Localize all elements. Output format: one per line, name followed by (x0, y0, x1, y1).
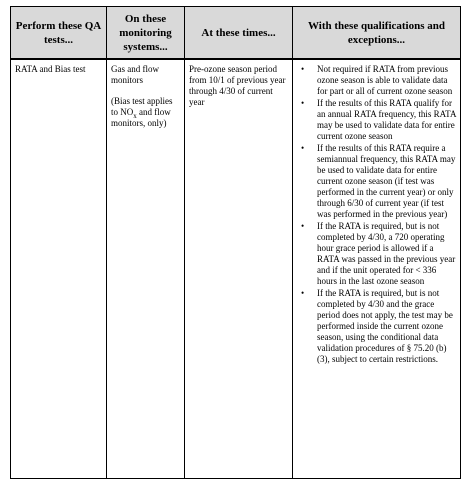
cell-tests (11, 59, 107, 479)
header-qualifications: With these qualifications and exceptions... (293, 7, 461, 60)
cell-conditions (293, 59, 461, 479)
header-monitoring-systems: On these monitoring systems... (107, 7, 185, 60)
bullet-icon: • (301, 143, 305, 153)
times-text: Pre-ozone season period from 10/1 of previous year through 4/30 of current year (189, 64, 286, 107)
conditions-list (297, 64, 456, 365)
bullet-icon: • (301, 64, 305, 74)
systems-note-subscript: x (133, 111, 137, 120)
condition-text: If the RATA is required, but is not completed by 4/30 and the grace period does not apply, the test may be performed inside the current ozone season, using the conditional data validation procedures of § 75.20 (b)(3), subject to certain restrictions. (317, 288, 453, 364)
systems-note (111, 96, 180, 129)
bullet-icon: • (301, 288, 305, 298)
condition-text: If the results of this RATA require a semiannual frequency, this RATA may be used to validate data for entire current ozone season (if test was performed in the current year) or only through 6/30 of current year (if test was performed in the previous year) (317, 143, 456, 219)
qa-test-table (10, 6, 461, 479)
header-qa-tests: Perform these QA tests... (11, 7, 107, 60)
list-item (297, 98, 456, 142)
condition-text: If the RATA is required, but is not completed by 4/30, a 720 operating hour grace period is allowed if a RATA was passed in the previous year and if the unit operated for < 336 hours in the last ozone season (317, 221, 456, 286)
systems-note-before: (Bias test applies to NO (111, 96, 173, 117)
list-item (297, 221, 456, 287)
table-row (11, 59, 461, 479)
list-item (297, 288, 456, 365)
table-header-row (11, 7, 461, 60)
condition-text: Not required if RATA from previous ozone season is able to validate data for part or all of current ozone season (317, 64, 453, 96)
systems-note-after: and flow monitors, only) (111, 107, 171, 128)
cell-systems (107, 59, 185, 479)
header-times: At these times... (185, 7, 293, 60)
cell-times (185, 59, 293, 479)
list-item (297, 64, 456, 97)
tests-text: RATA and Bias test (15, 64, 86, 74)
bullet-icon: • (301, 221, 305, 231)
condition-text: If the results of this RATA qualify for an annual RATA frequency, this RATA may be used to validate data for entire current ozone season (317, 98, 456, 141)
systems-main-text: Gas and flow monitors (111, 64, 159, 85)
bullet-icon: • (301, 98, 305, 108)
list-item (297, 143, 456, 220)
